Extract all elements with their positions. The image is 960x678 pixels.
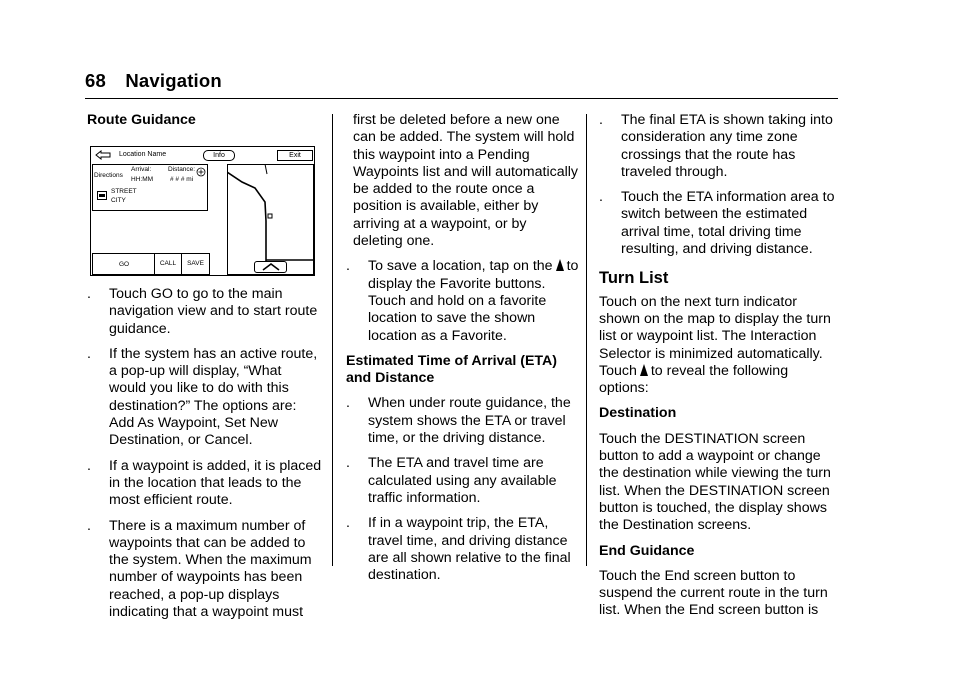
arrival-label: Arrival: (131, 166, 152, 173)
column-1-bullets (87, 286, 322, 621)
distance-value: # # # mi (170, 176, 194, 183)
header-rule (85, 98, 838, 99)
poi-category-icon (97, 191, 107, 200)
continuation-text: first be deleted before a new one can be added. The system will hold this waypoint into a Pending Waypoints list and will automatically be added to the route once a position is available, either by arriving at a waypoint, or by deleting one. (353, 112, 578, 250)
turn-list-heading: Turn List (599, 269, 669, 288)
bullet-item: . If a waypoint is added, it is placed in the location that leads to the most efficient route. (87, 457, 322, 509)
eta-heading: Estimated Time of Arrival (ETA) and Distance (346, 352, 558, 387)
column-divider-2 (586, 114, 587, 566)
back-arrow-icon (95, 150, 111, 160)
section-title: Navigation (125, 70, 222, 91)
route-guidance-heading: Route Guidance (87, 112, 196, 128)
caret-up-icon[interactable] (262, 263, 280, 271)
column-1 (87, 112, 322, 129)
go-button[interactable]: GO (118, 261, 130, 268)
bullet-item: . If the system has an active route, a pop-up will display, “What would you like to do with this destination?” The options are: Add As Waypoint, Set New Destination, or Cancel. (87, 345, 318, 449)
call-button[interactable]: CALL (154, 253, 182, 275)
street-text: STREET (111, 188, 137, 195)
end-guidance-text: Touch the End screen button to suspend the current route in the turn list. When the End screen button is (599, 567, 828, 619)
route-guidance-screen-figure (90, 146, 315, 276)
info-button[interactable]: Info (203, 150, 235, 161)
bullet-item: . The final ETA is shown taking into consideration any time zone crossings that the route has traveled through. (599, 112, 833, 180)
turn-list-text: Touch on the next turn indicator shown on the map to display the turn list or waypoint list. The Interaction Selector is minimized automatically. Touch to reveal the following options: (599, 293, 831, 397)
page-number: 68 (85, 70, 106, 91)
arrival-value: HH:MM (131, 176, 154, 183)
page-header (85, 70, 222, 92)
location-name: Location Name (119, 151, 167, 158)
bullet-item: . The ETA and travel time are calculated using any available traffic information. (346, 455, 557, 506)
distance-label: Distance: (168, 166, 196, 173)
caret-up-icon (640, 364, 648, 376)
column-divider-1 (332, 114, 333, 566)
bullet-item: . Touch GO to go to the main navigation view and to start route guidance. (87, 286, 318, 337)
city-text: CITY (111, 197, 126, 204)
add-waypoint-icon[interactable] (196, 167, 206, 177)
bullet-item: . Touch the ETA information area to switch between the estimated arrival time, total driving time resulting, and driving distance. (599, 189, 835, 258)
caret-up-icon (556, 259, 564, 271)
save-button[interactable]: SAVE (181, 253, 210, 275)
destination-text: Touch the DESTINATION screen button to add a waypoint or change the destination while viewing the turn list. When the DESTINATION screen button is touched, the display shows the Destination screens. (599, 430, 831, 534)
bullet-item: . If in a waypoint trip, the ETA, travel time, and driving distance are all shown relative to the final destination. (346, 515, 571, 584)
destination-heading: Destination (599, 405, 677, 422)
end-guidance-heading: End Guidance (599, 542, 695, 559)
bullet-item: . When under route guidance, the system shows the ETA or travel time, or the driving distance. (346, 395, 571, 447)
column-2 (346, 112, 580, 584)
map-roads (227, 164, 314, 275)
directions-label[interactable]: Directions (94, 172, 123, 179)
bullet-item: . To save a location, tap on the to display the Favorite buttons. Touch and hold on a favorite location to save the shown location as a Favorite. (346, 258, 579, 344)
bullet-item: . There is a maximum number of waypoints that can be added to the system. When the maximum number of waypoints has been reached, a pop-up displays indicating that a waypoint must (87, 517, 312, 621)
column-3 (599, 112, 839, 620)
exit-button[interactable]: Exit (277, 150, 313, 161)
